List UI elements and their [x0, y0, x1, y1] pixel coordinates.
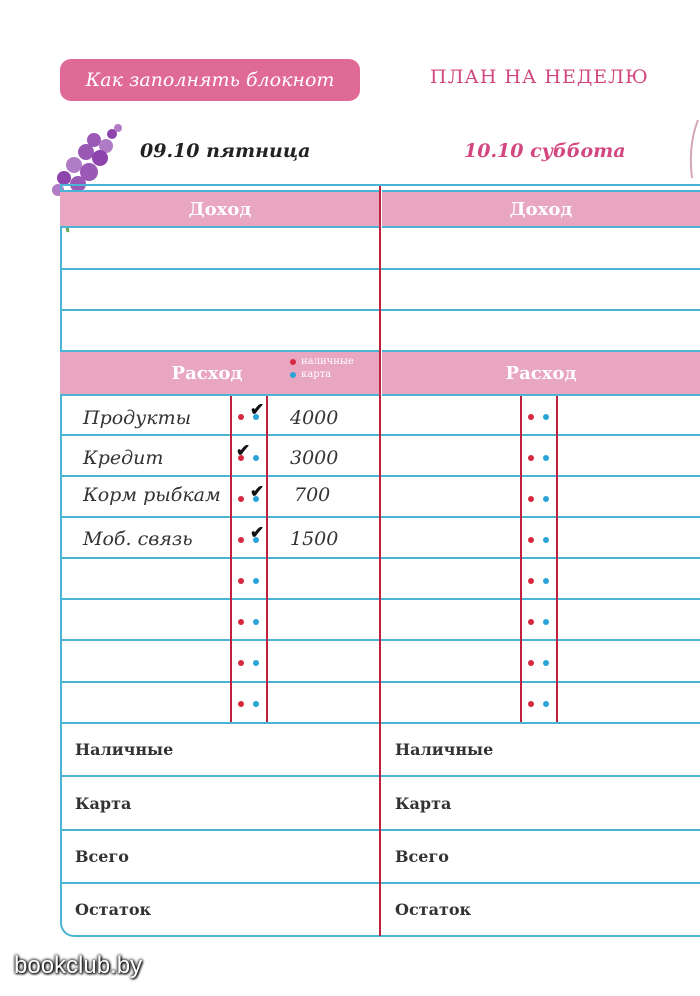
expense-amount: 4000 — [290, 407, 339, 429]
expense-name: Кредит — [83, 447, 164, 469]
cash-dot-icon[interactable] — [528, 496, 534, 502]
cash-dot-icon[interactable] — [238, 414, 244, 420]
summary-card-label: Карта — [75, 794, 132, 813]
checkmark-icon: ✔ — [250, 482, 265, 502]
plan-title: ПЛАН НА НЕДЕЛЮ — [430, 66, 649, 88]
cash-dot-icon[interactable] — [238, 578, 244, 584]
day-column-divider — [379, 186, 381, 936]
expense-amount: 3000 — [290, 447, 339, 469]
income-header-friday: Доход — [60, 190, 380, 228]
card-dot-icon[interactable] — [253, 578, 259, 584]
summary-card-label: Карта — [395, 794, 452, 813]
cash-dot-icon[interactable] — [238, 701, 244, 707]
expense-name: Продукты — [83, 407, 192, 429]
cash-dot-icon[interactable] — [528, 578, 534, 584]
card-dot-icon[interactable] — [543, 496, 549, 502]
card-dot-icon[interactable] — [543, 414, 549, 420]
summary-balance-label: Остаток — [75, 900, 152, 919]
card-dot-icon[interactable] — [253, 619, 259, 625]
income-header-saturday: Доход — [382, 190, 700, 228]
blue-dot-icon — [290, 372, 296, 378]
legend-card — [290, 369, 354, 380]
cash-dot-icon[interactable] — [528, 414, 534, 420]
card-dot-icon[interactable] — [253, 660, 259, 666]
legend-cash — [290, 356, 354, 367]
summary-balance-label: Остаток — [395, 900, 472, 919]
card-dot-icon[interactable] — [253, 701, 259, 707]
payment-column-left-divider — [520, 396, 522, 722]
cash-dot-icon[interactable] — [528, 660, 534, 666]
cash-dot-icon[interactable] — [528, 455, 534, 461]
summary-total-label: Всего — [395, 847, 449, 866]
watermark: bookclub.by — [14, 952, 143, 979]
flower-stem-image — [682, 120, 700, 180]
card-dot-icon[interactable] — [543, 455, 549, 461]
payment-column-left-divider — [230, 396, 232, 722]
cash-dot-icon[interactable] — [238, 496, 244, 502]
card-dot-icon[interactable] — [543, 660, 549, 666]
summary-cash-label: Наличные — [395, 740, 494, 759]
checkmark-icon: ✔ — [250, 400, 265, 420]
summary-cash-label: Наличные — [75, 740, 174, 759]
card-dot-icon[interactable] — [543, 537, 549, 543]
legend-cash-label: наличные — [301, 356, 354, 367]
summary-total-label: Всего — [75, 847, 129, 866]
how-to-fill-badge: Как заполнять блокнот — [60, 59, 360, 101]
expense-name: Корм рыбкам — [83, 484, 221, 506]
expense-amount: 1500 — [290, 528, 339, 550]
checkmark-icon: ✔ — [236, 441, 251, 461]
cash-dot-icon[interactable] — [528, 619, 534, 625]
day-date-friday: 09.10 пятница — [140, 140, 311, 162]
cash-dot-icon[interactable] — [528, 537, 534, 543]
cash-dot-icon[interactable] — [238, 537, 244, 543]
expense-header-saturday: Расход — [382, 350, 700, 396]
payment-column-right-divider — [266, 396, 268, 722]
checkmark-icon: ✔ — [250, 523, 265, 543]
card-dot-icon[interactable] — [543, 578, 549, 584]
cash-dot-icon[interactable] — [238, 619, 244, 625]
cash-dot-icon[interactable] — [238, 660, 244, 666]
payment-column-right-divider — [556, 396, 558, 722]
payment-legend — [290, 356, 354, 380]
expense-amount: 700 — [294, 484, 331, 506]
red-dot-icon — [290, 359, 296, 365]
day-date-saturday: 10.10 суббота — [464, 140, 626, 162]
card-dot-icon[interactable] — [253, 455, 259, 461]
card-dot-icon[interactable] — [543, 619, 549, 625]
card-dot-icon[interactable] — [543, 701, 549, 707]
expense-header-label: Расход — [171, 362, 243, 384]
expense-name: Моб. связь — [83, 528, 193, 550]
cash-dot-icon[interactable] — [528, 701, 534, 707]
legend-card-label: карта — [301, 369, 332, 380]
